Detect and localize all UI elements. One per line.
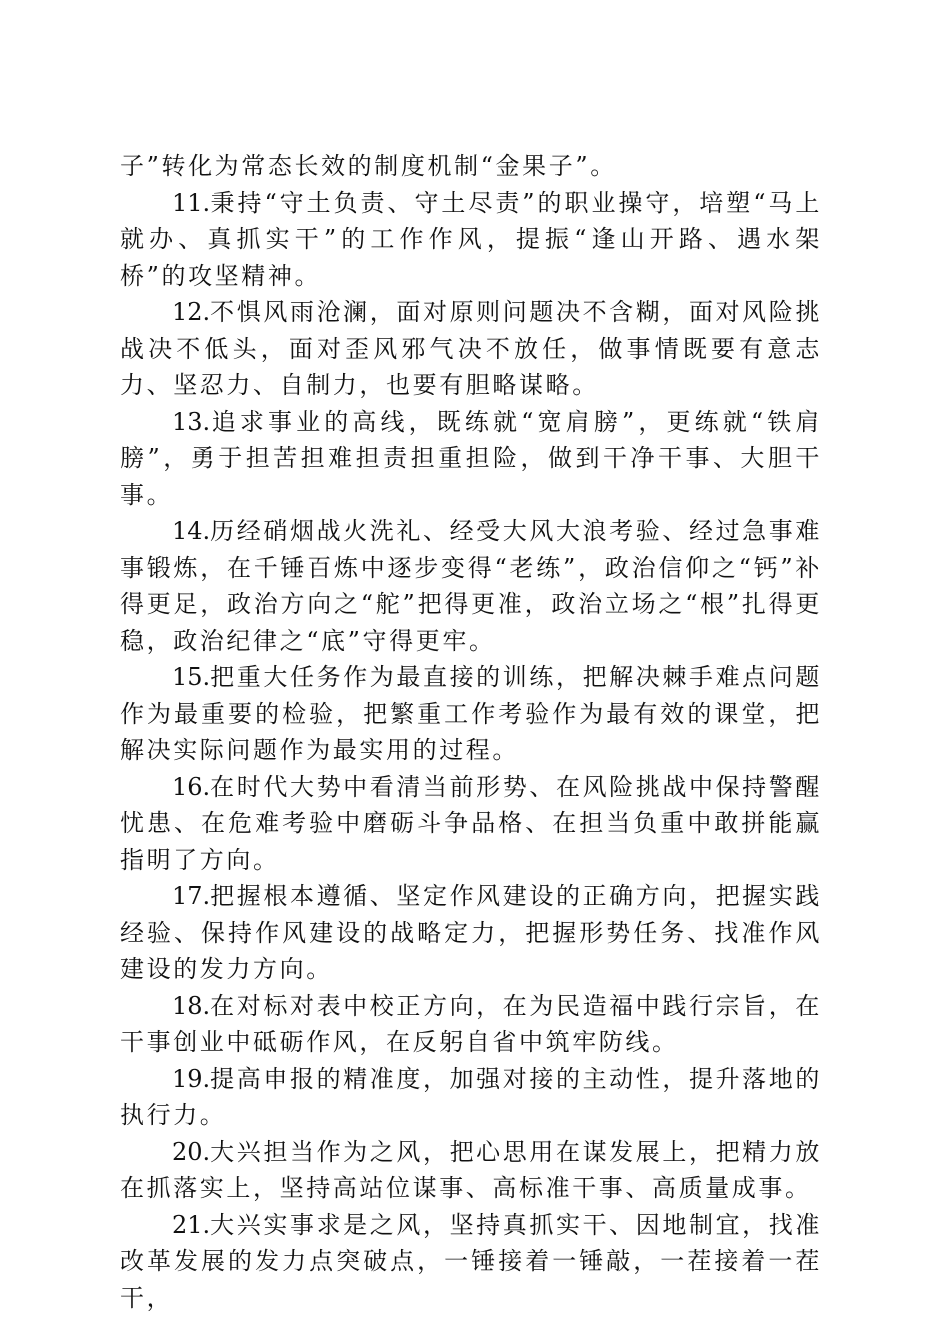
paragraph-text: 大兴担当作为之风，把心思用在谋发展上，把精力放在抓落实上，坚持高站位谋事、高标准干事、高质量成事。 (120, 1137, 822, 1202)
paragraph-15 (120, 659, 822, 769)
paragraph-number: 21. (172, 1210, 211, 1239)
paragraph-text: 子”转化为常态长效的制度机制“金果子”。 (120, 152, 617, 180)
paragraph-number: 16. (172, 772, 211, 801)
paragraph-number: 18. (172, 991, 211, 1020)
document-body (120, 148, 822, 1316)
paragraph-text: 把重大任务作为最直接的训练，把解决棘手难点问题作为最重要的检验，把繁重工作考验作为最有效的课堂，把解决实际问题作为最实用的过程。 (120, 663, 822, 764)
paragraph-text: 在对标对表中校正方向，在为民造福中践行宗旨，在干事创业中砥砺作风，在反躬自省中筑牢防线。 (120, 991, 822, 1056)
paragraph-11 (120, 185, 822, 295)
paragraph-13 (120, 404, 822, 514)
paragraph-text: 在时代大势中看清当前形势、在风险挑战中保持警醒忧患、在危难考验中磨砺斗争品格、在担当负重中敢拼能赢指明了方向。 (120, 772, 822, 874)
paragraph-number: 20. (172, 1137, 211, 1166)
paragraph-text: 提高申报的精准度，加强对接的主动性，提升落地的执行力。 (120, 1064, 822, 1129)
paragraph-text: 把握根本遵循、坚定作风建设的正确方向，把握实践经验、保持作风建设的战略定力，把握形势任务、找准作风建设的发力方向。 (120, 882, 822, 983)
paragraph-text: 追求事业的高线，既练就“宽肩膀”，更练就“铁肩膀”，勇于担苦担难担责担重担险，做到干净干事、大胆干事。 (120, 407, 822, 509)
paragraph-number: 15. (172, 663, 211, 691)
paragraph-19 (120, 1061, 822, 1134)
paragraph-continued (120, 148, 822, 185)
paragraph-20 (120, 1134, 822, 1207)
paragraph-number: 19. (172, 1064, 211, 1093)
paragraph-number: 12. (172, 298, 211, 326)
paragraph-17 (120, 878, 822, 988)
paragraph-text: 不惧风雨沧澜，面对原则问题决不含糊，面对风险挑战决不低头，面对歪风邪气决不放任，做事情既要有意志力、坚忍力、自制力，也要有胆略谋略。 (120, 298, 822, 399)
paragraph-number: 11. (172, 188, 211, 217)
paragraph-number: 13. (172, 407, 211, 436)
paragraph-12 (120, 294, 822, 404)
paragraph-text: 秉持“守土负责、守土尽责”的职业操守，培塑“马上就办、真抓实干”的工作作风，提振“逢山开路、遇水架桥”的攻坚精神。 (120, 188, 822, 290)
paragraph-16 (120, 769, 822, 879)
paragraph-text: 大兴实事求是之风，坚持真抓实干、因地制宜，找准改革发展的发力点突破点，一锤接着一锤敲，一茬接着一茬干， (120, 1210, 822, 1312)
paragraph-number: 17. (172, 882, 211, 910)
paragraph-text: 历经硝烟战火洗礼、经受大风大浪考验、经过急事难事锻炼，在千锤百炼中逐步变得“老练”，政治信仰之“钙”补得更足，政治方向之“舵”把得更准，政治立场之“根”扎得更稳，政治纪律之“底”守得更牢。 (120, 517, 822, 655)
paragraph-18 (120, 988, 822, 1061)
paragraph-21 (120, 1207, 822, 1317)
paragraph-number: 14. (172, 517, 211, 545)
paragraph-14 (120, 513, 822, 659)
